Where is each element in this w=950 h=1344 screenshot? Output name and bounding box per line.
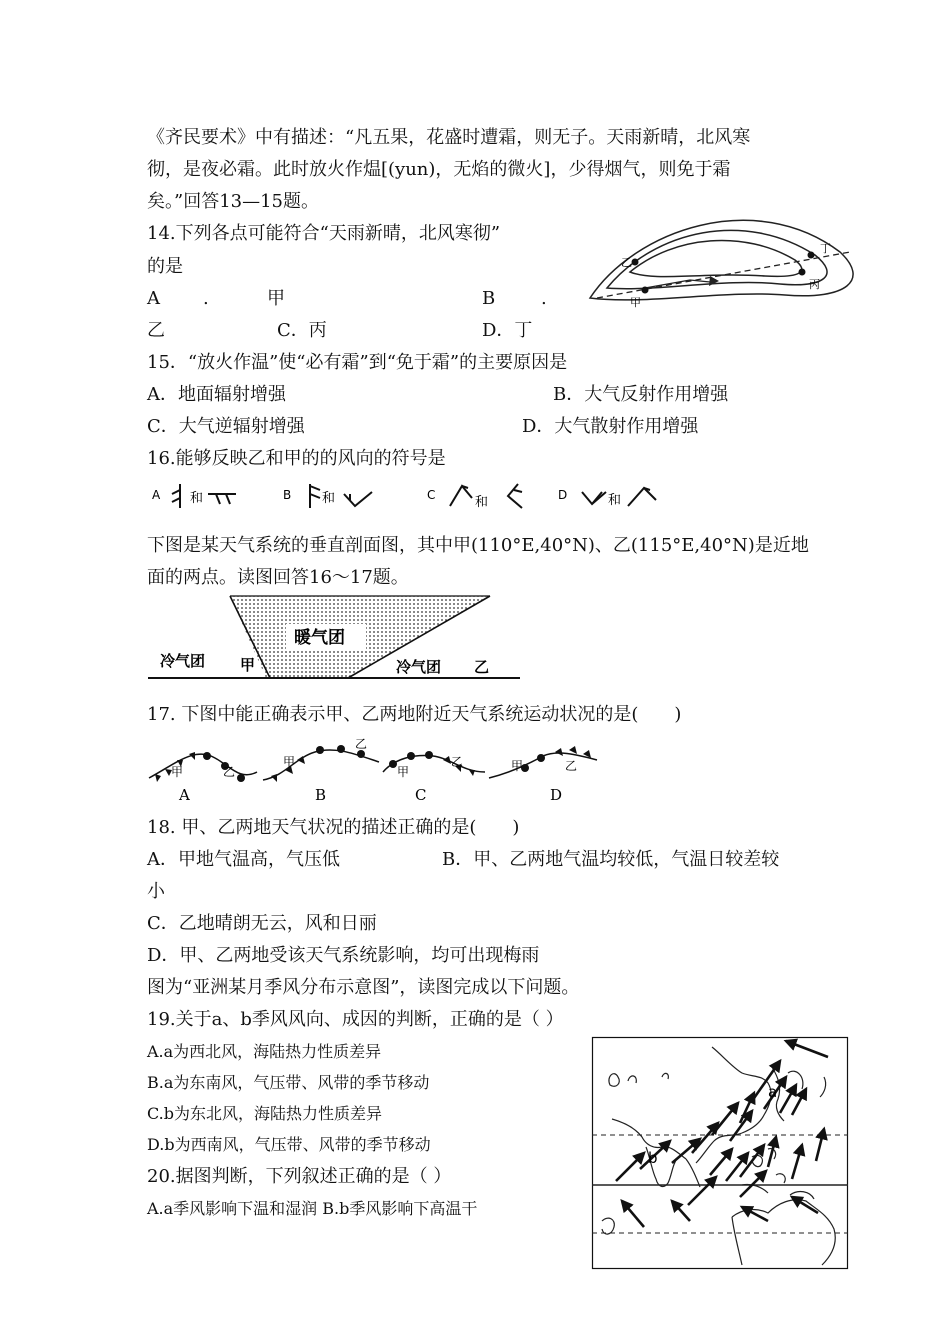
q18-option-b: B．甲、乙两地气温均较低，气温日较差较 [442, 849, 780, 870]
front-option-c [383, 751, 485, 804]
section2-line-2: 面的两点。读图回答16～17题。 [147, 567, 409, 588]
q15-option-d: D．大气散射作用增强 [522, 416, 699, 437]
wind-option-c-and: 和 [475, 495, 489, 510]
q14-stem-2: 的是 [147, 256, 183, 277]
front-c-yi: 乙 [451, 755, 464, 769]
front-a-letter: A [179, 786, 190, 804]
q20-stem: 20.据图判断，下列叙述正确的是（ ） [147, 1166, 452, 1187]
q18-stem: 18. 甲、乙两地天气状况的描述正确的是( ) [147, 817, 520, 838]
q14-option-a-dot: . [203, 288, 209, 309]
isobar-figure [585, 200, 865, 312]
q14-option-b-value: 乙 [147, 320, 165, 341]
q19-option-d: D.b为西南风，气压带、风带的季节移动 [147, 1135, 431, 1154]
isobar-label-ding: 丁 [820, 242, 831, 255]
q19-option-b: B.a为东南风，气压带、风带的季节移动 [147, 1073, 430, 1092]
q19-option-c: C.b为东北风，海陆热力性质差异 [147, 1104, 383, 1123]
wind-barb-icon [208, 494, 236, 504]
q14-option-b-letter: B [482, 288, 496, 309]
label-yi: 乙 [474, 658, 490, 676]
q15-option-c: C．大气逆辐射增强 [147, 416, 305, 437]
intro-line-2: 彻，是夜必霜。此时放火作煴[(yun)，无焰的微火]，少得烟气，则免于霜 [147, 159, 731, 180]
wind-barb-icon [508, 484, 522, 508]
front-a-jia: 甲 [171, 765, 184, 779]
wind-barb-icon [172, 484, 180, 508]
q14-option-a-value: 甲 [267, 288, 285, 309]
front-b-letter: B [315, 786, 327, 804]
label-jia: 甲 [240, 656, 256, 674]
wind-option-b-and: 和 [322, 491, 336, 506]
wind-barb-icon [582, 492, 606, 504]
q15-stem: 15．“放火作温”使“必有霜”到“免于霜”的主要原因是 [147, 352, 568, 373]
section3-intro: 图为“亚洲某月季风分布示意图”，读图完成以下问题。 [147, 977, 580, 998]
front-option-d [489, 746, 597, 804]
wind-barb-icon [310, 484, 320, 508]
wind-option-a-and: 和 [190, 491, 204, 506]
wind-option-d [558, 488, 656, 508]
q14-option-a-letter: A [147, 288, 160, 309]
front-a-yi: 乙 [223, 765, 236, 779]
q15-option-a: A．地面辐射增强 [147, 384, 286, 405]
section2-line-1: 下图是某天气系统的垂直剖面图，其中甲(110°E,40°N)、乙(115°E,40°N)是近地 [147, 535, 809, 556]
q18-option-c: C．乙地晴朗无云，风和日丽 [147, 913, 377, 934]
wind-option-c [427, 484, 522, 510]
intro-line-1: 《齐民要术》中有描述：“凡五果，花盛时遭霜，则无子。天雨新晴，北风寒 [147, 127, 751, 148]
front-d-letter: D [550, 786, 563, 804]
q14-option-c: C．丙 [277, 320, 327, 341]
wind-option-c-letter: C [427, 488, 436, 502]
q18-option-b-cont: 小 [147, 881, 165, 902]
front-b-jia: 甲 [283, 755, 296, 769]
front-c-letter: C [415, 786, 427, 804]
wind-option-b [283, 484, 372, 508]
label-cold-air-left: 冷气团 [160, 652, 206, 670]
isobar-label-jia: 甲 [630, 296, 641, 309]
monsoon-label-b: b [648, 1149, 658, 1167]
front-c-jia: 甲 [397, 765, 410, 779]
q16-stem: 16.能够反映乙和甲的的风向的符号是 [147, 448, 446, 469]
front-d-yi: 乙 [565, 759, 578, 773]
q14-option-b-dot: . [541, 288, 547, 309]
isobar-label-yi: 乙 [621, 256, 632, 269]
q19-stem: 19.关于a、b季风风向、成因的判断，正确的是（ ） [147, 1009, 564, 1030]
wind-barb-icon [628, 488, 656, 506]
q15-option-b: B．大气反射作用增强 [553, 384, 729, 405]
wind-option-a-letter: A [152, 488, 161, 502]
monsoon-label-a: a [768, 1083, 778, 1101]
wind-option-d-and: 和 [608, 493, 622, 508]
wind-option-b-letter: B [283, 488, 292, 502]
front-b-yi: 乙 [355, 737, 368, 751]
front-d-jia: 甲 [511, 759, 524, 773]
q17-stem: 17. 下图中能正确表示甲、乙两地附近天气系统运动状况的是( ) [147, 704, 682, 725]
q20-options-ab: A.a季风影响下温和湿润 B.b季风影响下高温干 [147, 1199, 478, 1218]
wind-option-d-letter: D [558, 488, 568, 502]
front-symbols-figure [145, 736, 615, 806]
intro-line-3: 矣。”回答13—15题。 [147, 191, 320, 212]
wind-option-a [152, 484, 236, 508]
q14-stem-1: 14.下列各点可能符合“天雨新晴，北风寒彻” [147, 223, 501, 244]
monsoon-map-figure [592, 1037, 848, 1269]
wind-barb-icon [450, 486, 472, 506]
wind-symbol-figure [150, 480, 670, 514]
front-cross-section-figure [148, 594, 528, 684]
q14-option-d: D．丁 [482, 320, 533, 341]
front-option-b [263, 737, 379, 804]
q19-option-a: A.a为西北风，海陆热力性质差异 [147, 1042, 382, 1061]
label-cold-air-right: 冷气团 [396, 658, 442, 676]
label-warm-air: 暖气团 [294, 628, 345, 648]
q18-option-a: A．甲地气温高，气压低 [147, 849, 340, 870]
q18-option-d: D．甲、乙两地受该天气系统影响，均可出现梅雨 [147, 945, 540, 966]
front-option-a [149, 752, 257, 804]
wind-barb-icon [344, 492, 372, 506]
isobar-label-bing: 丙 [809, 278, 820, 291]
